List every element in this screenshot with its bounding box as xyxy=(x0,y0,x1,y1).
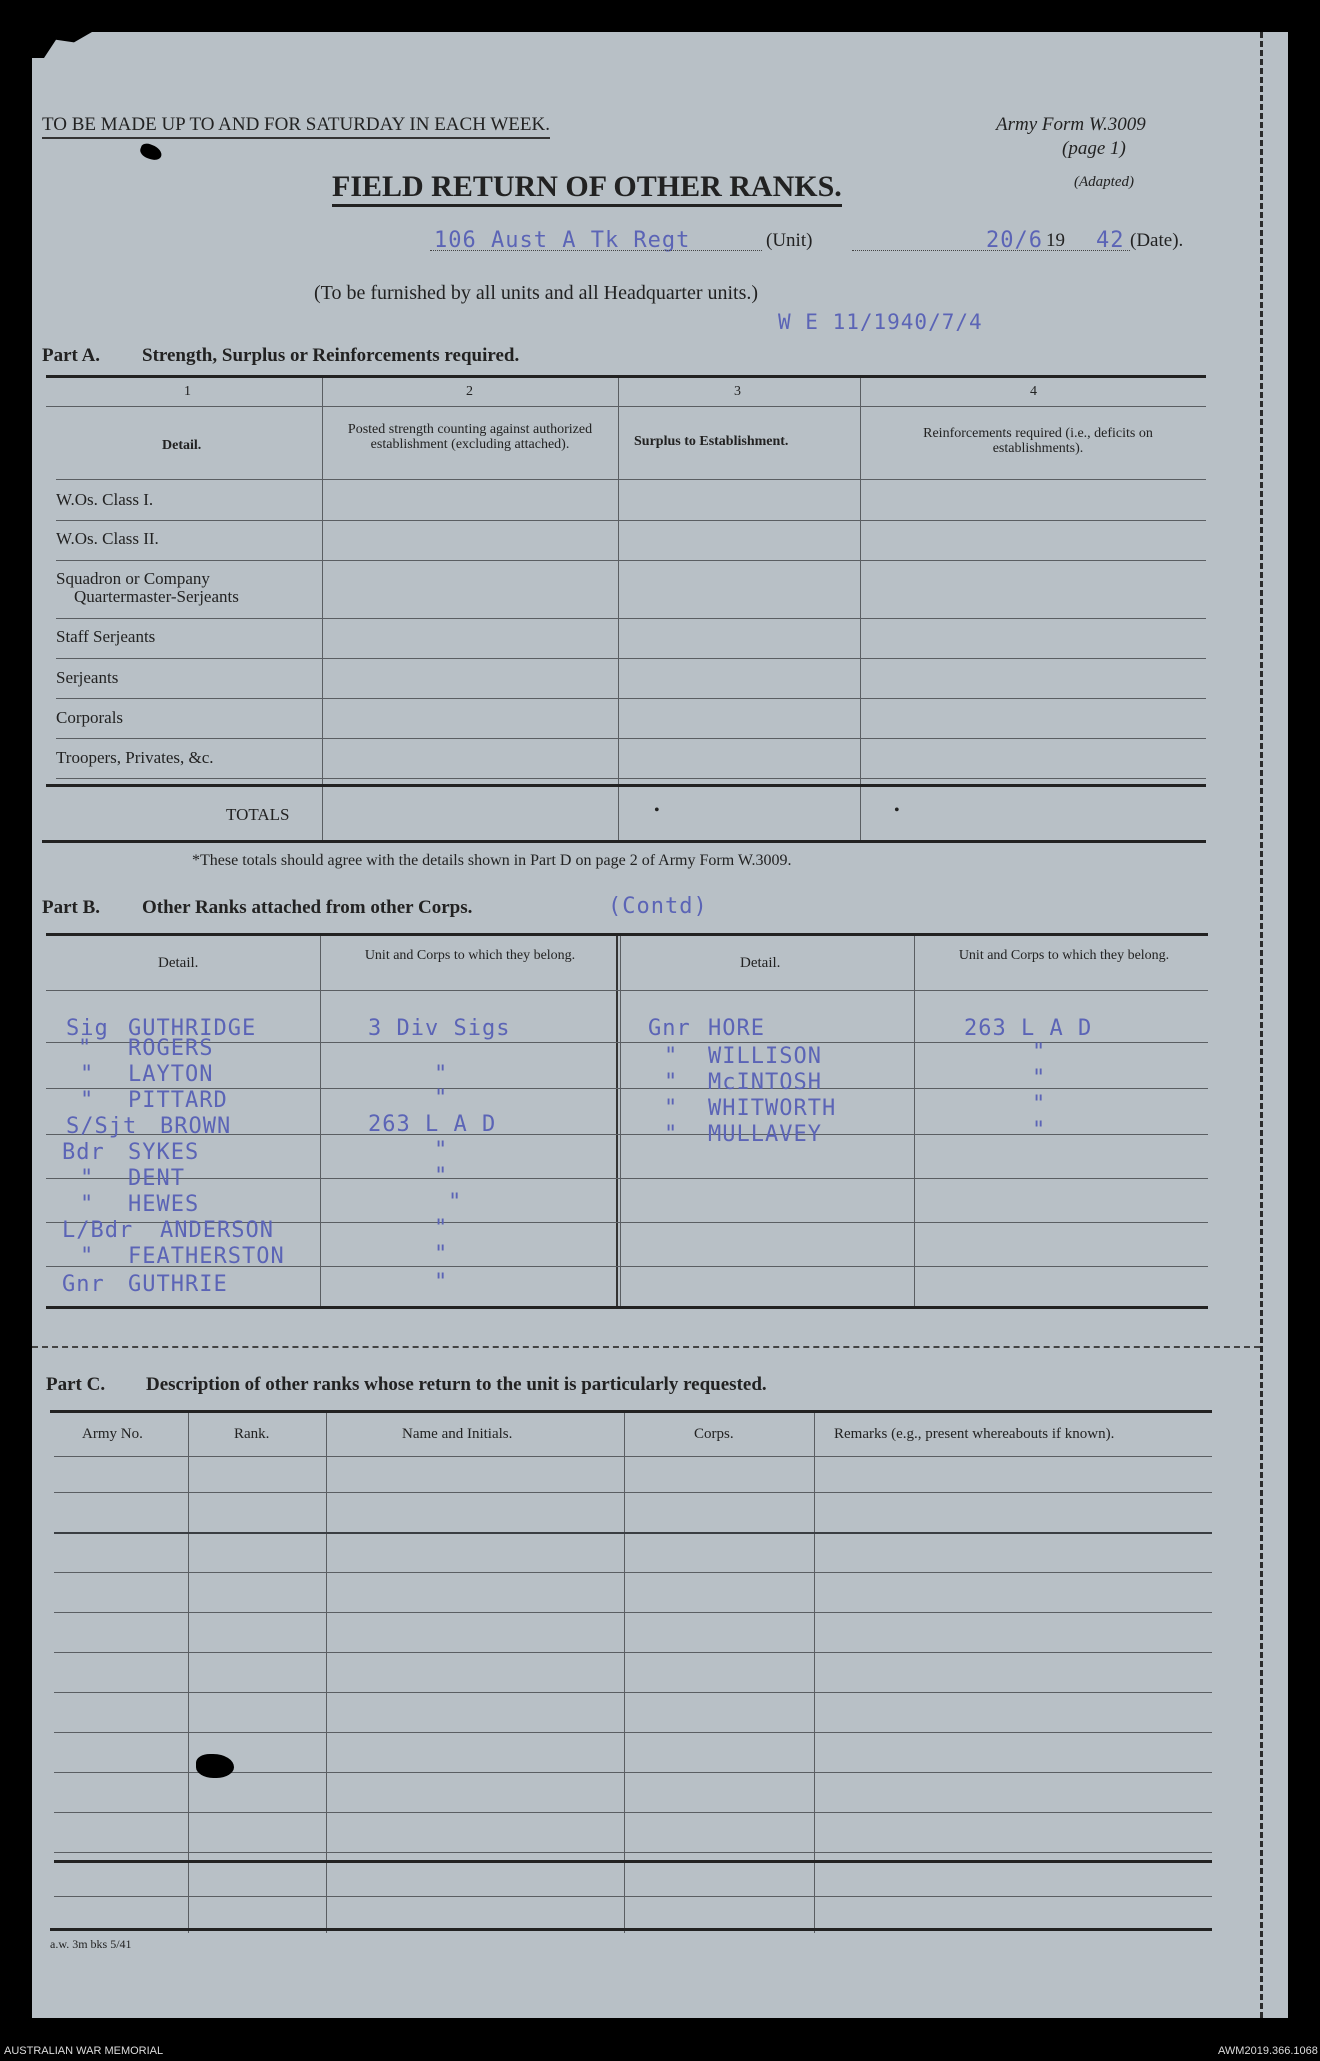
row-rule xyxy=(56,738,1206,739)
entry-rank: " xyxy=(80,1062,95,1087)
part-a-heading: Strength, Surplus or Reinforcements required. xyxy=(142,345,520,366)
part-b-label: Part B. xyxy=(42,897,101,918)
col-corps: Corps. xyxy=(694,1426,734,1442)
row-wo-class-1: W.Os. Class I. xyxy=(56,490,154,509)
part-b-detail-header-right: Detail. xyxy=(740,955,781,971)
part-c-rule xyxy=(54,1532,1212,1534)
archive-id: AWM2019.366.1068 xyxy=(1218,2045,1318,2057)
row-corporals: Corporals xyxy=(56,708,124,727)
row-rule xyxy=(56,560,1206,561)
part-c-lower-rule xyxy=(54,1860,1212,1863)
part-b-unit-header-right: Unit and Corps to which they belong. xyxy=(958,948,1170,963)
entry-rank: " xyxy=(80,1166,95,1191)
surplus-header: Surplus to Establishment. xyxy=(634,434,789,449)
unit-value: 106 Aust A Tk Regt xyxy=(434,228,691,253)
row-staff-serjeants: Staff Serjeants xyxy=(56,627,156,646)
part-c-col-divider-2 xyxy=(326,1413,327,1933)
row-rule xyxy=(56,658,1206,659)
entry-name: WHITWORTH xyxy=(708,1096,837,1121)
part-c-rule xyxy=(54,1612,1212,1613)
entry-unit: " xyxy=(434,1062,449,1087)
part-a-header-rule xyxy=(56,479,1206,480)
part-c-rule xyxy=(54,1692,1212,1693)
entry-name: SYKES xyxy=(128,1140,200,1165)
entry-rank: Gnr xyxy=(62,1272,105,1297)
unit-line xyxy=(430,250,762,251)
part-a-col-divider-3 xyxy=(860,378,861,842)
adapted-label: (Adapted) xyxy=(1074,174,1134,190)
part-b-top-rule xyxy=(46,933,1208,936)
perforation-vertical xyxy=(1260,32,1263,2018)
entry-unit: " xyxy=(434,1270,449,1295)
part-c-rule xyxy=(54,1652,1212,1653)
date-value: 20/6 xyxy=(986,228,1043,253)
entry-rank: " xyxy=(664,1044,679,1069)
part-c-rule xyxy=(54,1732,1212,1733)
form-page: (page 1) xyxy=(1062,138,1126,159)
surplus-total-asterisk: • xyxy=(654,802,660,819)
entry-name: PITTARD xyxy=(128,1088,228,1113)
punch-hole xyxy=(196,1754,234,1778)
row-serjeants: Serjeants xyxy=(56,668,119,687)
furnished-note: (To be furnished by all units and all Headquarter units.) xyxy=(314,282,759,304)
row-quartermaster-serjeants: Quartermaster-Serjeants xyxy=(74,587,239,606)
part-c-heading: Description of other ranks whose return to the unit is particularly requested. xyxy=(146,1374,767,1395)
entry-name: BROWN xyxy=(160,1114,232,1139)
we-reference: W E 11/1940/7/4 xyxy=(778,310,983,334)
entry-unit: " xyxy=(434,1216,449,1241)
part-a-bottom-rule xyxy=(42,840,1206,843)
entry-name: ANDERSON xyxy=(160,1218,274,1243)
date-year-prefix: 19 xyxy=(1046,230,1065,251)
entry-name: MULLAVEY xyxy=(708,1122,822,1147)
row-rule xyxy=(56,618,1206,619)
entry-unit: 3 Div Sigs xyxy=(368,1016,511,1041)
unit-label: (Unit) xyxy=(766,230,813,251)
entry-unit: " xyxy=(448,1190,463,1215)
part-c-bottom-rule xyxy=(50,1928,1212,1931)
entry-rank: " xyxy=(664,1070,679,1095)
part-c-col-divider-1 xyxy=(188,1413,189,1933)
part-a-detail-header: Detail. xyxy=(162,438,202,453)
totals-label: TOTALS xyxy=(226,805,290,824)
entry-unit: " xyxy=(1032,1092,1047,1117)
entry-unit: " xyxy=(434,1086,449,1111)
part-c-rule xyxy=(54,1852,1212,1853)
entry-name: HORE xyxy=(708,1016,765,1041)
entry-unit: " xyxy=(1032,1040,1047,1065)
date-year: 42 xyxy=(1096,228,1125,253)
part-c-rule xyxy=(54,1812,1212,1813)
part-c-rule xyxy=(54,1572,1212,1573)
row-squadron-company: Squadron or Company xyxy=(56,569,210,588)
perforation-horizontal xyxy=(32,1346,1260,1348)
entry-name: GUTHRIE xyxy=(128,1272,228,1297)
entry-unit: 263 L A D xyxy=(964,1016,1093,1041)
entry-name: ROGERS xyxy=(128,1036,214,1061)
row-rule xyxy=(56,698,1206,699)
entry-unit: " xyxy=(1032,1066,1047,1091)
part-c-label: Part C. xyxy=(46,1374,106,1395)
entry-rank: " xyxy=(80,1088,95,1113)
instruction-text: TO BE MADE UP TO AND FOR SATURDAY IN EACH WEEK. xyxy=(42,114,550,139)
part-b-center-divider-2 xyxy=(620,936,621,1308)
part-c-rule xyxy=(54,1492,1212,1493)
entry-rank: " xyxy=(664,1096,679,1121)
part-a-top-rule xyxy=(46,375,1206,378)
entry-rank: " xyxy=(664,1122,679,1147)
totals-top-rule xyxy=(46,784,1206,787)
entry-name: GUTHRIDGE xyxy=(128,1016,257,1041)
entry-unit: " xyxy=(1032,1118,1047,1143)
entry-rank: " xyxy=(80,1192,95,1217)
row-rule xyxy=(56,520,1206,521)
entry-name: HEWES xyxy=(128,1192,200,1217)
part-c-col-divider-4 xyxy=(814,1413,815,1933)
form-title: FIELD RETURN OF OTHER RANKS. xyxy=(332,170,842,207)
entry-name: McINTOSH xyxy=(708,1070,822,1095)
part-b-detail-header-left: Detail. xyxy=(158,955,199,971)
row-wo-class-2: W.Os. Class II. xyxy=(56,529,159,548)
col-number-3: 3 xyxy=(734,384,741,399)
col-remarks: Remarks (e.g., present whereabouts if known). xyxy=(834,1426,1115,1442)
reinforcements-header: Reinforcements required (i.e., deficits on establishments). xyxy=(923,426,1153,456)
part-b-col-divider-1 xyxy=(320,936,321,1308)
col-army-no: Army No. xyxy=(82,1426,143,1442)
entry-rank: Bdr xyxy=(62,1140,105,1165)
reinforcements-total-asterisk: • xyxy=(894,802,900,819)
entry-name: LAYTON xyxy=(128,1062,214,1087)
part-c-header-rule xyxy=(54,1456,1212,1457)
form-name: Army Form W.3009 xyxy=(996,114,1146,135)
entry-rank: Gnr xyxy=(648,1016,691,1041)
part-b-rule xyxy=(46,1178,1208,1179)
entry-rank: S/Sjt xyxy=(66,1114,138,1139)
posted-strength-header: Posted strength counting against authorized establishment (excluding attached). xyxy=(347,422,593,452)
part-c-col-divider-3 xyxy=(624,1413,625,1933)
col-number-4: 4 xyxy=(1030,384,1037,399)
part-b-col-divider-3 xyxy=(914,936,915,1308)
part-b-heading: Other Ranks attached from other Corps. xyxy=(142,897,473,918)
entry-rank: Sig xyxy=(66,1016,109,1041)
part-b-unit-header-left: Unit and Corps to which they belong. xyxy=(364,948,576,963)
entry-rank: " xyxy=(78,1036,93,1061)
part-a-label: Part A. xyxy=(42,345,101,366)
entry-rank: L/Bdr xyxy=(62,1218,134,1243)
part-b-contd: (Contd) xyxy=(608,894,708,919)
entry-rank: " xyxy=(80,1244,95,1269)
date-label: (Date). xyxy=(1130,230,1184,251)
entry-name: DENT xyxy=(128,1166,185,1191)
entry-unit: " xyxy=(434,1242,449,1267)
entry-name: WILLISON xyxy=(708,1044,822,1069)
col-rank: Rank. xyxy=(234,1426,270,1442)
part-c-top-rule xyxy=(50,1410,1212,1413)
col-number-1: 1 xyxy=(184,384,191,399)
row-troopers-privates: Troopers, Privates, &c. xyxy=(56,748,214,767)
archive-credit: AUSTRALIAN WAR MEMORIAL xyxy=(4,2045,164,2057)
col-number-rule xyxy=(46,406,1206,407)
printer-mark: a.w. 3m bks 5/41 xyxy=(50,1937,132,1951)
col-name-initials: Name and Initials. xyxy=(402,1426,513,1442)
row-rule xyxy=(56,778,1206,779)
part-b-header-rule xyxy=(46,990,1208,991)
col-number-2: 2 xyxy=(466,384,473,399)
part-a-col-divider-2 xyxy=(618,378,619,842)
part-c-rule xyxy=(54,1896,1212,1897)
entry-unit: 263 L A D xyxy=(368,1112,497,1137)
entry-unit: " xyxy=(434,1138,449,1163)
entry-name: FEATHERSTON xyxy=(128,1244,285,1269)
part-b-bottom-rule xyxy=(46,1306,1208,1309)
entry-unit: " xyxy=(434,1164,449,1189)
part-b-center-divider xyxy=(616,936,618,1308)
part-a-col-divider-1 xyxy=(322,378,323,842)
part-a-footnote: *These totals should agree with the details shown in Part D on page 2 of Army Form W.3009. xyxy=(192,852,792,869)
